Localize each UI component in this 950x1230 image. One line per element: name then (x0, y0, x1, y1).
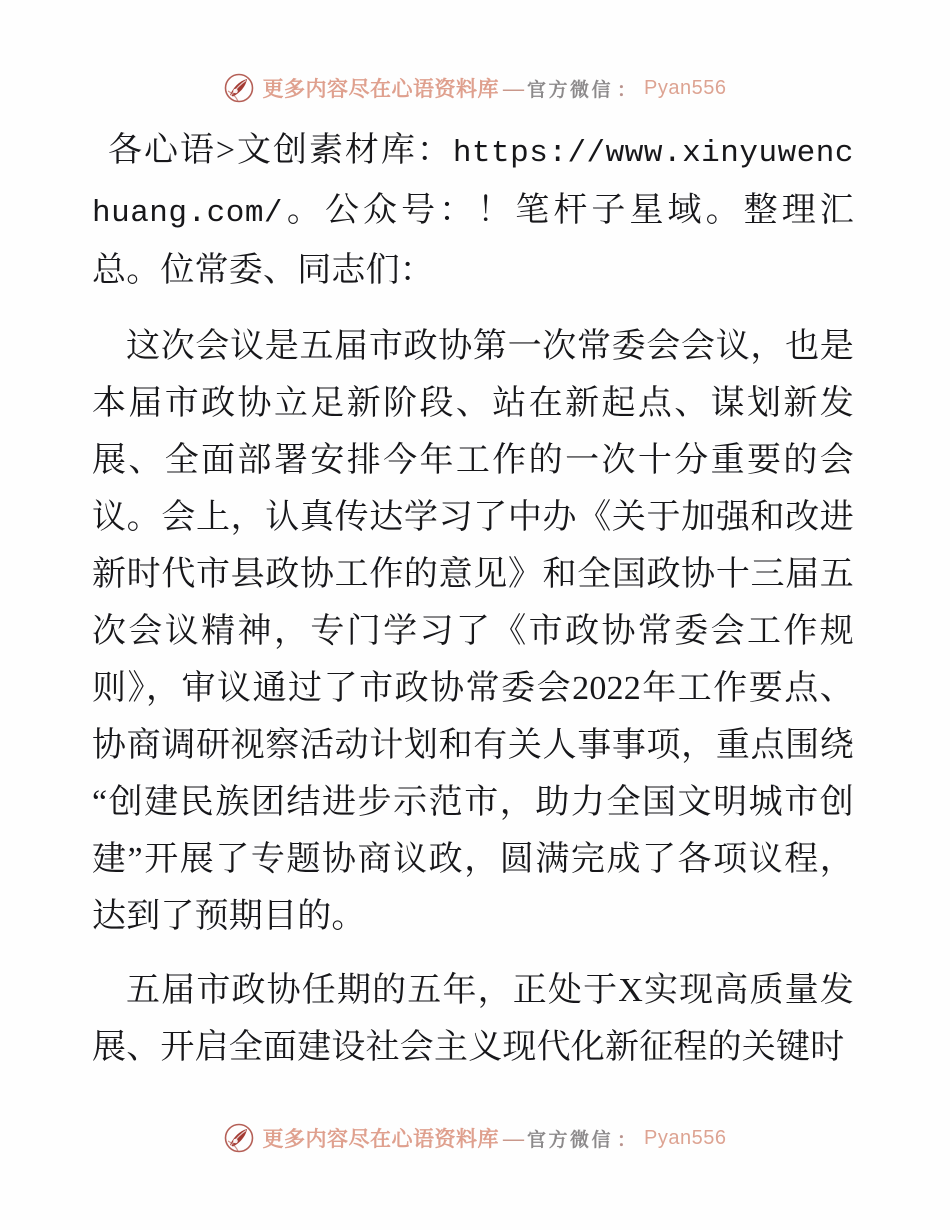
watermark-dash: — (503, 75, 523, 100)
watermark-account-id: Pyan556 (644, 1126, 727, 1149)
watermark-banner-bottom (0, 1118, 950, 1158)
watermark-account-id: Pyan556 (644, 76, 727, 99)
watermark-main-text: 更多内容尽在心语资料库 (262, 1127, 499, 1151)
source-url-scheme: https:// (452, 136, 606, 171)
source-url-host: www.xinyuwenchuang.com/ (92, 136, 854, 231)
watermark-colon: ： (617, 1129, 637, 1151)
watermark-banner-top (0, 68, 950, 108)
watermark-dash: — (503, 1125, 523, 1150)
brush-circle-logo-icon (224, 1123, 254, 1153)
document-text-area (92, 122, 854, 1076)
watermark-main-text: 更多内容尽在心语资料库 (262, 77, 499, 101)
source-prefix: 各心语>文创素材库： (108, 132, 453, 169)
body-paragraph-2: 五届市政协任期的五年，正处于X实现高质量发展、开启全面建设社会主义现代化新征程的关键时 (92, 972, 854, 1066)
source-header-paragraph (92, 122, 854, 299)
watermark-colon: ： (617, 79, 637, 101)
watermark-sub-text: 官方微信 (527, 79, 614, 101)
watermark-sub-text: 官方微信 (527, 1129, 614, 1151)
body-paragraph-1: 这次会议是五届市政协第一次常委会会议，也是本届市政协立足新阶段、站在新起点、谋划新发展、全面部署安排今年工作的一次十分重要的会议。会上，认真传达学习了中办《关于加强和改进新时代市县政协工作的意见》和全国政协十三届五次会议精神，专门学习了《市政协常委会工作规则》，审议通过了市政协常委会2022年工作要点、协商调研视察活动计划和有关人事事项，重点围绕“创建民族团结进步示范市，助力全国文明城市创建”开展了专题协商议政，圆满完成了各项议程，达到了预期目的。 (92, 328, 854, 935)
brush-circle-logo-icon (224, 73, 254, 103)
source-suffix: 。公众号：！笔杆子星域。整理汇总。位常委、同志们： (92, 192, 854, 289)
